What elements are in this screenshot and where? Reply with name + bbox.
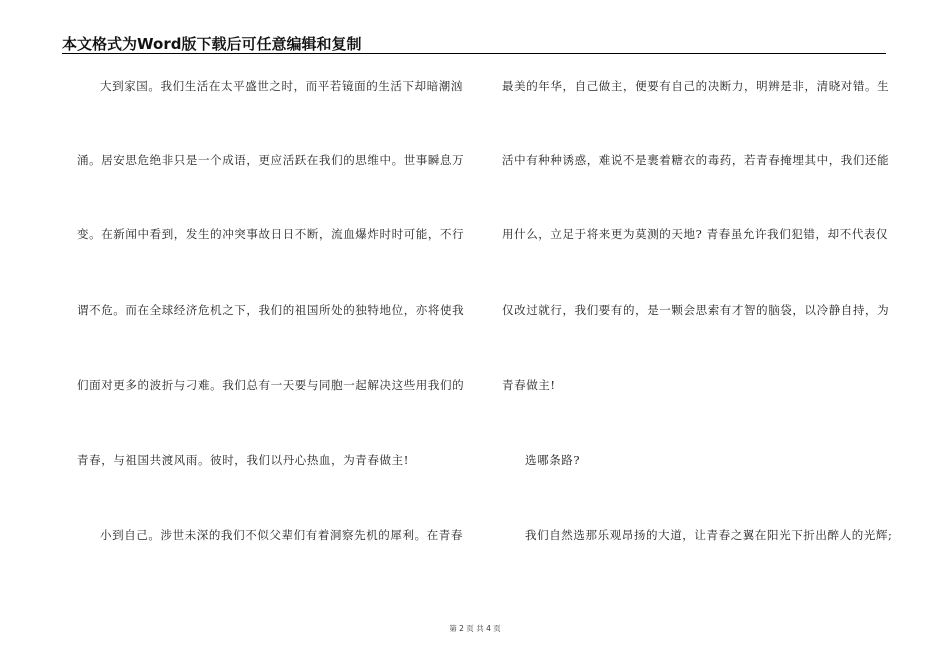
paragraph-line: 最美的年华，自己做主，便要有自己的决断力，明辨是非，清晓对错。生: [502, 79, 890, 93]
page-number-footer: 第 2 页 共 4 页: [449, 624, 501, 633]
paragraph-line: 青春，与祖国共渡风雨。彼时，我们以丹心热血，为青春做主!: [77, 453, 409, 467]
paragraph-line: 我们自然选那乐观昂扬的大道，让青春之翼在阳光下折出醉人的光辉;: [525, 528, 893, 542]
section-heading-line: 选哪条路?: [525, 453, 581, 467]
left-text-column: [77, 0, 465, 672]
paragraph-line: 谓不危。而在全球经济危机之下，我们的祖国所处的独特地位，亦将使我: [77, 303, 465, 317]
paragraph-line: 青春做主!: [502, 378, 556, 392]
paragraph-line: 涌。居安思危绝非只是一个成语，更应活跃在我们的思维中。世事瞬息万: [77, 153, 465, 167]
paragraph-line: 用什么，立足于将来更为莫测的天地? 青春虽允许我们犯错，却不代表仅: [502, 227, 889, 241]
paragraph-line: 大到家国。我们生活在太平盛世之时，而平若镜面的生活下却暗潮汹: [100, 79, 463, 93]
paragraph-line: 变。在新闻中看到，发生的冲突事故日日不断，流血爆炸时时可能，不行: [77, 227, 465, 241]
paragraph-line: 仅改过就行，我们要有的，是一颗会思索有才智的脑袋，以冷静自持，为: [502, 303, 890, 317]
right-text-column: [502, 0, 892, 672]
paragraph-line: 活中有种种诱惑，难说不是裹着糖衣的毒药，若青春掩埋其中，我们还能: [502, 153, 890, 167]
paragraph-line: 们面对更多的波折与刁难。我们总有一天要与同胞一起解决这些用我们的: [77, 378, 465, 392]
paragraph-line: 小到自己。涉世未深的我们不似父辈们有着洞察先机的犀利。在青春: [100, 528, 463, 542]
document-header-title: 本文格式为Word版下载后可任意编辑和复制: [62, 35, 362, 53]
